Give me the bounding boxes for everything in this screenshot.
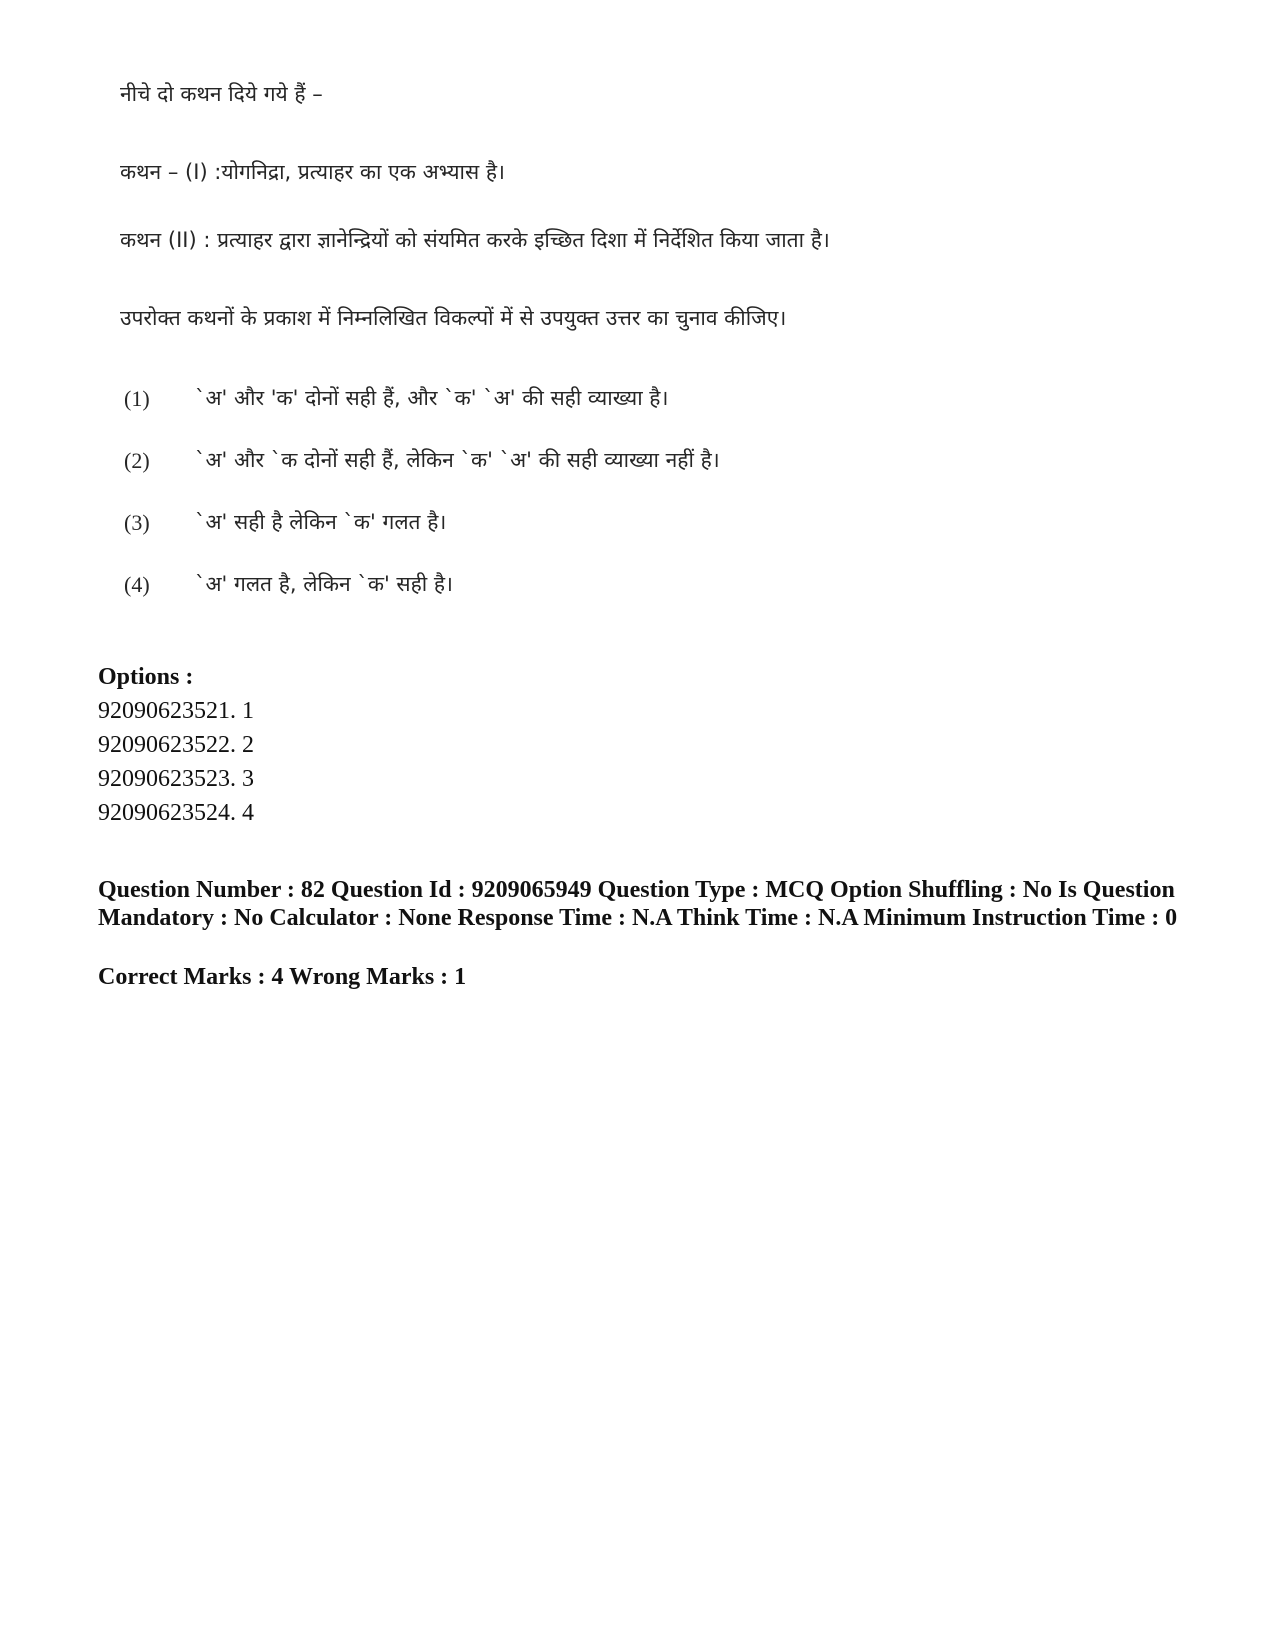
option-item: 92090623524. 4 xyxy=(98,800,254,826)
question-marks: Correct Marks : 4 Wrong Marks : 1 xyxy=(98,964,467,990)
choice-text: `अ' और 'क' दोनों सही हैं, और `क' `अ' की सही व्याख्या है। xyxy=(195,386,669,410)
choice-text: `अ' गलत है, लेकिन `क' सही है। xyxy=(195,572,453,596)
option-item: 92090623522. 2 xyxy=(98,732,254,758)
options-heading: Options : xyxy=(98,664,194,690)
choice-text: `अ' और `क दोनों सही हैं, लेकिन `क' `अ' की सही व्याख्या नहीं है। xyxy=(195,448,720,472)
choice-number: (1) xyxy=(124,386,150,411)
question-intro: नीचे दो कथन दिये गये हैं – xyxy=(120,82,323,106)
option-item: 92090623521. 1 xyxy=(98,698,254,724)
choice-text: `अ' सही है लेकिन `क' गलत है। xyxy=(195,510,447,534)
choice-number: (3) xyxy=(124,510,150,535)
statement-2: कथन (II) : प्रत्याहर द्वारा ज्ञानेन्द्रियों को संयमित करके इच्छित दिशा में निर्देशित किया जाता है। xyxy=(120,228,830,252)
question-instruction: उपरोक्त कथनों के प्रकाश में निम्नलिखित विकल्पों में से उपयुक्त उत्तर का चुनाव कीजिए। xyxy=(120,306,787,330)
statement-1: कथन – (I) :योगनिद्रा, प्रत्याहर का एक अभ्यास है। xyxy=(120,160,505,184)
question-image xyxy=(0,0,1275,640)
option-item: 92090623523. 3 xyxy=(98,766,254,792)
question-meta: Question Number : 82 Question Id : 9209065949 Question Type : MCQ Option Shuffling : No Is Question Mandatory : No Calculator : None Response Time : N.A Think Time : N.A Minimum Instruction Time : 0 xyxy=(98,877,1178,931)
choice-number: (2) xyxy=(124,448,150,473)
choice-number: (4) xyxy=(124,572,150,597)
